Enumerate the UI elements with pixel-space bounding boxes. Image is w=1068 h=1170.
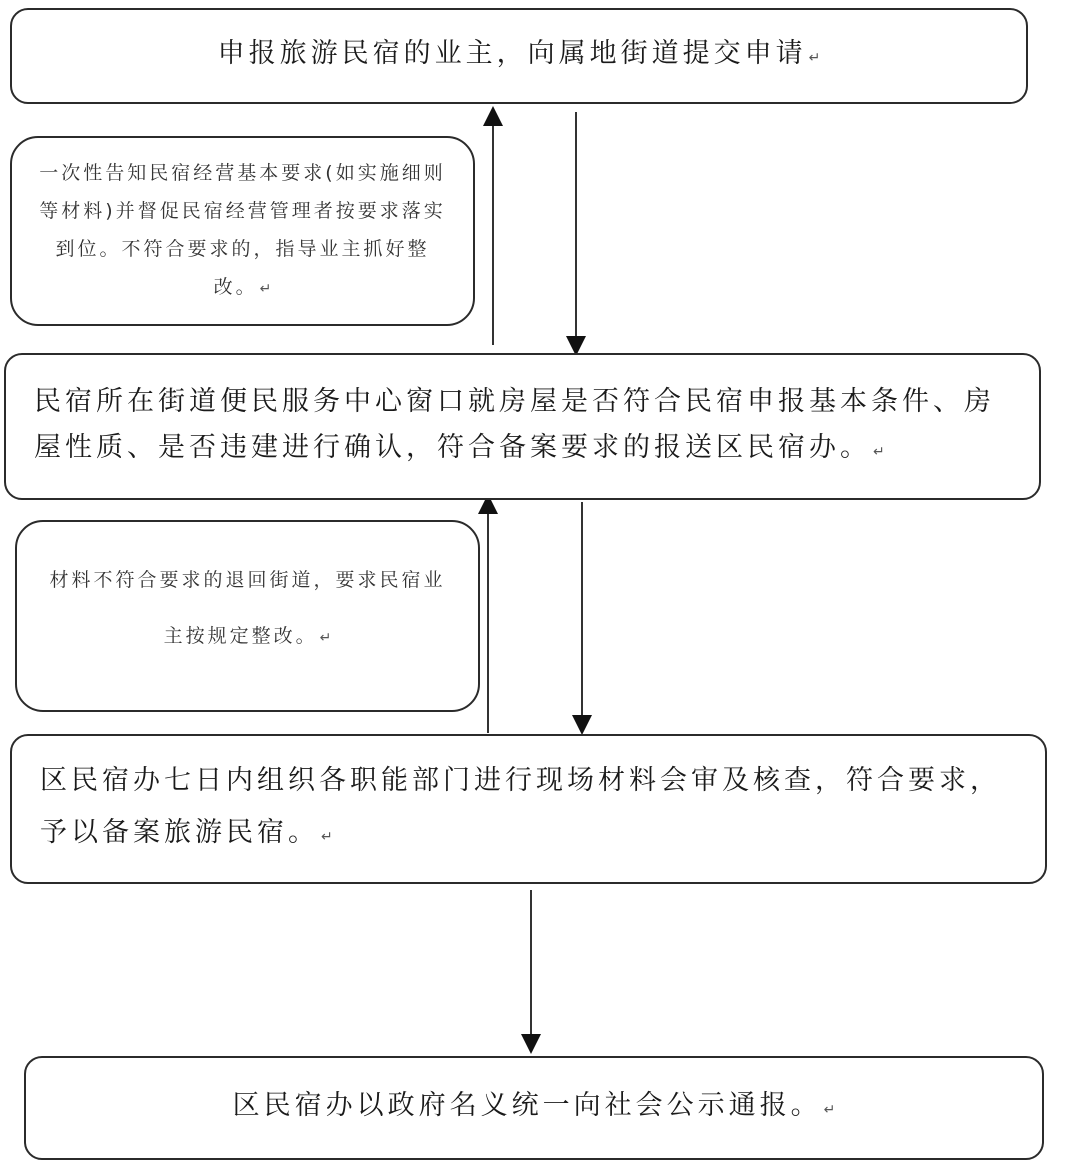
feedback-1-box bbox=[10, 136, 475, 326]
feedback-2-box bbox=[15, 520, 480, 712]
feedback-1-text: 一次性告知民宿经营基本要求(如实施细则等材料)并督促民宿经营管理者按要求落实到位。不符合要求的，指导业主抓好整改。 bbox=[39, 162, 446, 298]
paragraph-mark-icon: ↵ bbox=[319, 630, 332, 646]
step-1-box bbox=[10, 8, 1028, 104]
feedback-2-text: 材料不符合要求的退回街道，要求民宿业主按规定整改。 bbox=[49, 569, 446, 647]
step-2-text: 民宿所在街道便民服务中心窗口就房屋是否符合民宿申报基本条件、房屋性质、是否违建进行确认，符合备案要求的报送区民宿办。 bbox=[34, 385, 995, 463]
step-3-text: 区民宿办七日内组织各职能部门进行现场材料会审及核查，符合要求，予以备案旅游民宿。 bbox=[40, 765, 1001, 848]
paragraph-mark-icon: ↵ bbox=[321, 829, 333, 845]
step-4-box bbox=[24, 1056, 1044, 1160]
step-4-text: 区民宿办以政府名义统一向社会公示通报。 bbox=[232, 1090, 822, 1121]
paragraph-mark-icon: ↵ bbox=[873, 443, 885, 460]
step-2-box bbox=[4, 353, 1041, 500]
step-1-text: 申报旅游民宿的业主，向属地街道提交申请 bbox=[217, 38, 807, 69]
step-3-box bbox=[10, 734, 1047, 884]
paragraph-mark-icon: ↵ bbox=[808, 50, 821, 66]
paragraph-mark-icon: ↵ bbox=[823, 1102, 836, 1118]
paragraph-mark-icon: ↵ bbox=[259, 281, 272, 297]
